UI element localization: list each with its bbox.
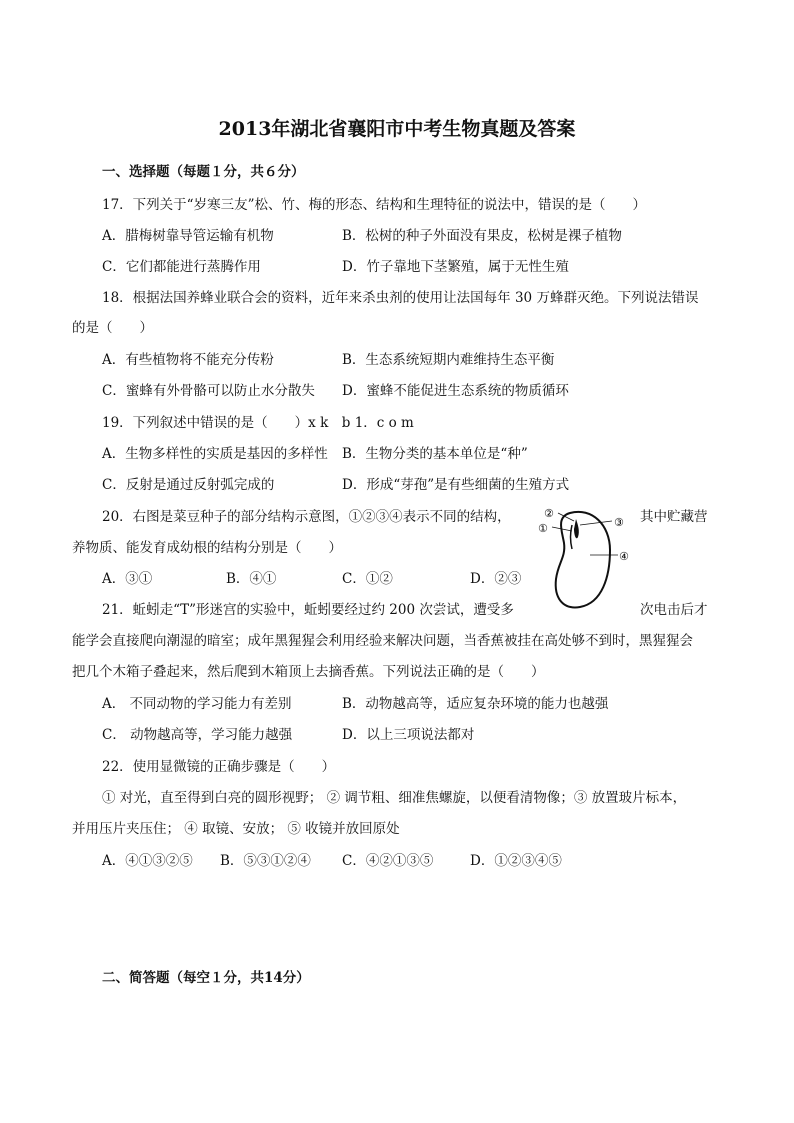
question-22-option-d: D．①②③④⑤ xyxy=(470,853,562,869)
question-20-option-a: A．③① xyxy=(102,571,153,587)
section-heading-choice: 一、选择题（每题１分，共６分） xyxy=(102,164,305,180)
question-20-option-c: C．①② xyxy=(342,571,393,587)
question-17-option-a: A．腊梅树靠导管运输有机物 xyxy=(102,228,274,244)
page-title: 2013年湖北省襄阳市中考生物真题及答案 xyxy=(218,118,576,140)
question-19-option-a: A．生物多样性的实质是基因的多样性 xyxy=(102,446,328,462)
question-22-option-c: C．④②①③⑤ xyxy=(342,853,434,869)
question-19-option-c: C．反射是通过反射弧完成的 xyxy=(102,477,275,493)
label-4: ④ xyxy=(619,550,629,563)
question-17-stem: 17．下列关于“岁寒三友”松、竹、梅的形态、结构和生理特征的说法中，错误的是（ ） xyxy=(102,197,646,213)
question-20-stem-tail: 其中贮藏营 xyxy=(640,509,708,525)
section-heading-short-answer: 二、简答题（每空１分，共14分） xyxy=(102,970,310,986)
bean-seed-diagram xyxy=(530,505,640,613)
question-22-steps: ① 对光，直至得到白亮的圆形视野； ② 调节粗、细准焦螺旋，以便看清物像；③ 放置玻片标本， xyxy=(102,790,687,806)
question-22-option-a: A．④①③②⑤ xyxy=(102,853,193,869)
question-19-option-b: B．生物分类的基本单位是“种” xyxy=(342,446,528,462)
label-2: ② xyxy=(544,507,554,520)
question-20-stem-continued: 养物质、能发育成幼根的结构分别是（ ） xyxy=(72,540,342,556)
question-18-option-c: C．蜜蜂有外骨骼可以防止水分散失 xyxy=(102,383,315,399)
question-19-stem: 19．下列叙述中错误的是（ ）x k b 1．c o m xyxy=(102,415,414,431)
question-21-stem: 21．蚯蚓走“T”形迷宫的实验中，蚯蚓要经过约 200 次尝试，遭受多 xyxy=(102,602,514,618)
question-18-option-b: B．生态系统短期内难维持生态平衡 xyxy=(342,352,555,368)
label-line-3 xyxy=(580,521,612,525)
question-21-option-c: C． 动物越高等，学习能力越强 xyxy=(102,727,293,743)
plumule-shape xyxy=(574,519,579,538)
question-22-steps-continued: 并用压片夹压住； ④ 取镜、安放； ⑤ 收镜并放回原处 xyxy=(72,821,400,837)
question-18-option-d: D．蜜蜂不能促进生态系统的物质循环 xyxy=(342,383,569,399)
question-17-option-d: D．竹子靠地下茎繁殖，属于无性生殖 xyxy=(342,259,569,275)
question-21-option-b: B．动物越高等，适应复杂环境的能力也越强 xyxy=(342,696,609,712)
question-18-stem: 18．根据法国养蜂业联合会的资料，近年来杀虫剂的使用让法国每年 30 万蜂群灭绝。下列说法错误 xyxy=(102,290,699,306)
question-20-option-d: D．②③ xyxy=(470,571,522,587)
question-20-stem: 20．右图是菜豆种子的部分结构示意图，①②③④表示不同的结构， xyxy=(102,509,511,525)
question-21-stem-continued: 能学会直接爬向潮湿的暗室；成年黑猩猩会利用经验来解决问题，当香蕉被挂在高处够不到时，黑猩猩会 xyxy=(72,633,693,649)
question-17-option-c: C．它们都能进行蒸腾作用 xyxy=(102,259,261,275)
question-19-option-d: D．形成“芽孢”是有些细菌的生殖方式 xyxy=(342,477,570,493)
label-3: ③ xyxy=(614,516,624,529)
question-21-stem-continued-2: 把几个木箱子叠起来，然后爬到木箱顶上去摘香蕉。下列说法正确的是（ ） xyxy=(72,664,545,680)
question-18-stem-continued: 的是（ ） xyxy=(72,320,153,336)
question-21-option-d: D．以上三项说法都对 xyxy=(342,727,475,743)
question-21-stem-tail: 次电击后才 xyxy=(640,602,708,618)
radicle-shape xyxy=(571,525,573,549)
question-20-option-b: B．④① xyxy=(226,571,277,587)
label-1: ① xyxy=(538,522,548,535)
question-18-option-a: A．有些植物将不能充分传粉 xyxy=(102,352,274,368)
question-22-stem: 22．使用显微镜的正确步骤是（ ） xyxy=(102,759,336,775)
question-22-option-b: B．⑤③①②④ xyxy=(220,853,311,869)
seed-coat-outline xyxy=(556,512,610,608)
question-17-option-b: B．松树的种子外面没有果皮，松树是裸子植物 xyxy=(342,228,622,244)
question-21-option-a: A． 不同动物的学习能力有差别 xyxy=(102,696,292,712)
